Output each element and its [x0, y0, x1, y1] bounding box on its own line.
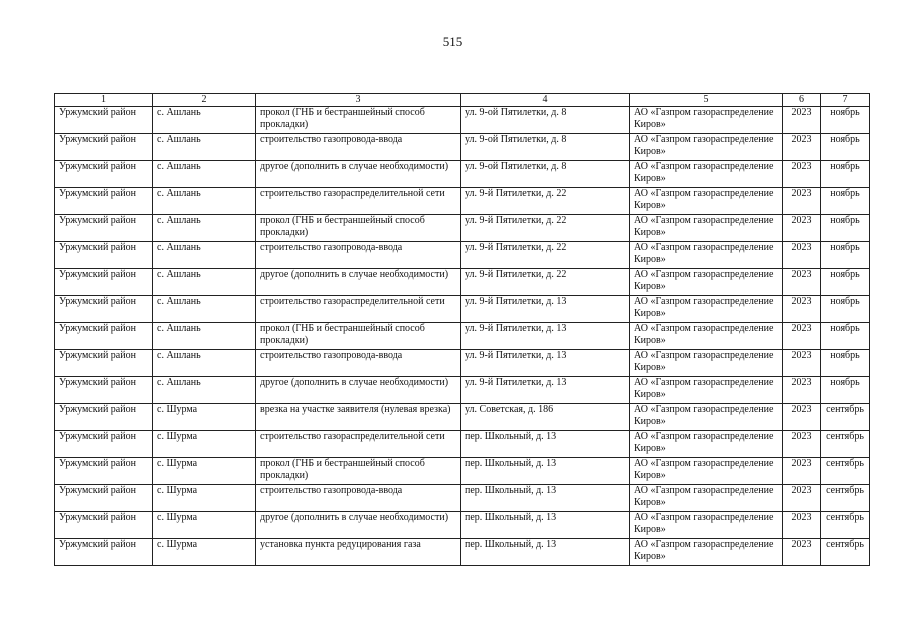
settlement-cell: с. Шурма [153, 512, 256, 539]
year-cell: 2023 [783, 350, 821, 377]
district-cell: Уржумский район [55, 296, 153, 323]
work-type-cell: строительство газопровода-ввода [256, 242, 461, 269]
month-cell: сентябрь [821, 485, 870, 512]
year-cell: 2023 [783, 512, 821, 539]
table-row [55, 188, 870, 215]
work-type-cell: другое (дополнить в случае необходимости) [256, 377, 461, 404]
organization-cell: АО «Газпром газораспределение Киров» [630, 296, 783, 323]
column-header: 2 [153, 94, 256, 107]
district-cell: Уржумский район [55, 134, 153, 161]
work-type-cell: прокол (ГНБ и бестраншейный способ прокладки) [256, 323, 461, 350]
district-cell: Уржумский район [55, 377, 153, 404]
month-cell: сентябрь [821, 404, 870, 431]
work-type-cell: прокол (ГНБ и бестраншейный способ прокладки) [256, 215, 461, 242]
table-row [55, 134, 870, 161]
district-cell: Уржумский район [55, 404, 153, 431]
year-cell: 2023 [783, 485, 821, 512]
settlement-cell: с. Шурма [153, 485, 256, 512]
work-type-cell: другое (дополнить в случае необходимости) [256, 512, 461, 539]
settlement-cell: с. Ашлань [153, 242, 256, 269]
month-cell: сентябрь [821, 458, 870, 485]
work-type-cell: прокол (ГНБ и бестраншейный способ прокладки) [256, 458, 461, 485]
page-number: 515 [442, 34, 463, 49]
year-cell: 2023 [783, 188, 821, 215]
address-cell: ул. 9-ой Пятилетки, д. 8 [461, 107, 630, 134]
month-cell: ноябрь [821, 188, 870, 215]
district-cell: Уржумский район [55, 215, 153, 242]
month-cell: ноябрь [821, 242, 870, 269]
table-row [55, 377, 870, 404]
column-header: 1 [55, 94, 153, 107]
work-type-cell: строительство газораспределительной сети [256, 431, 461, 458]
table-header-row [55, 94, 870, 107]
organization-cell: АО «Газпром газораспределение Киров» [630, 458, 783, 485]
month-cell: ноябрь [821, 107, 870, 134]
year-cell: 2023 [783, 458, 821, 485]
address-cell: ул. 9-ой Пятилетки, д. 8 [461, 161, 630, 188]
year-cell: 2023 [783, 107, 821, 134]
settlement-cell: с. Ашлань [153, 107, 256, 134]
month-cell: сентябрь [821, 539, 870, 566]
address-cell: пер. Школьный, д. 13 [461, 512, 630, 539]
district-cell: Уржумский район [55, 539, 153, 566]
district-cell: Уржумский район [55, 323, 153, 350]
month-cell: ноябрь [821, 269, 870, 296]
address-cell: пер. Школьный, д. 13 [461, 539, 630, 566]
district-cell: Уржумский район [55, 350, 153, 377]
address-cell: ул. 9-й Пятилетки, д. 22 [461, 269, 630, 296]
table-row [55, 431, 870, 458]
year-cell: 2023 [783, 134, 821, 161]
address-cell: ул. 9-й Пятилетки, д. 22 [461, 188, 630, 215]
month-cell: сентябрь [821, 431, 870, 458]
column-header: 4 [461, 94, 630, 107]
month-cell: сентябрь [821, 512, 870, 539]
work-type-cell: установка пункта редуцирования газа [256, 539, 461, 566]
year-cell: 2023 [783, 296, 821, 323]
year-cell: 2023 [783, 323, 821, 350]
organization-cell: АО «Газпром газораспределение Киров» [630, 134, 783, 161]
table-row [55, 350, 870, 377]
district-cell: Уржумский район [55, 269, 153, 296]
year-cell: 2023 [783, 377, 821, 404]
table-row [55, 161, 870, 188]
table-row [55, 296, 870, 323]
settlement-cell: с. Ашлань [153, 161, 256, 188]
work-type-cell: врезка на участке заявителя (нулевая врезка) [256, 404, 461, 431]
column-header: 7 [821, 94, 870, 107]
address-cell: пер. Школьный, д. 13 [461, 431, 630, 458]
organization-cell: АО «Газпром газораспределение Киров» [630, 404, 783, 431]
district-cell: Уржумский район [55, 161, 153, 188]
organization-cell: АО «Газпром газораспределение Киров» [630, 512, 783, 539]
month-cell: ноябрь [821, 350, 870, 377]
work-type-cell: другое (дополнить в случае необходимости) [256, 269, 461, 296]
table-row [55, 242, 870, 269]
table-row [55, 458, 870, 485]
district-cell: Уржумский район [55, 242, 153, 269]
table-row [55, 404, 870, 431]
address-cell: пер. Школьный, д. 13 [461, 458, 630, 485]
month-cell: ноябрь [821, 296, 870, 323]
address-cell: ул. 9-й Пятилетки, д. 13 [461, 296, 630, 323]
month-cell: ноябрь [821, 215, 870, 242]
month-cell: ноябрь [821, 377, 870, 404]
year-cell: 2023 [783, 215, 821, 242]
settlement-cell: с. Шурма [153, 539, 256, 566]
column-header: 5 [630, 94, 783, 107]
settlement-cell: с. Ашлань [153, 350, 256, 377]
work-type-cell: строительство газораспределительной сети [256, 188, 461, 215]
work-type-cell: строительство газопровода-ввода [256, 485, 461, 512]
year-cell: 2023 [783, 161, 821, 188]
organization-cell: АО «Газпром газораспределение Киров» [630, 431, 783, 458]
year-cell: 2023 [783, 269, 821, 296]
month-cell: ноябрь [821, 134, 870, 161]
work-type-cell: строительство газопровода-ввода [256, 134, 461, 161]
organization-cell: АО «Газпром газораспределение Киров» [630, 377, 783, 404]
district-cell: Уржумский район [55, 107, 153, 134]
year-cell: 2023 [783, 242, 821, 269]
month-cell: ноябрь [821, 323, 870, 350]
table-row [55, 512, 870, 539]
address-cell: ул. 9-й Пятилетки, д. 13 [461, 350, 630, 377]
settlement-cell: с. Ашлань [153, 377, 256, 404]
address-cell: ул. 9-й Пятилетки, д. 13 [461, 377, 630, 404]
organization-cell: АО «Газпром газораспределение Киров» [630, 242, 783, 269]
table-body [55, 107, 870, 566]
work-type-cell: строительство газораспределительной сети [256, 296, 461, 323]
work-type-cell: прокол (ГНБ и бестраншейный способ прокладки) [256, 107, 461, 134]
table-row [55, 215, 870, 242]
year-cell: 2023 [783, 431, 821, 458]
settlement-cell: с. Ашлань [153, 215, 256, 242]
settlement-cell: с. Ашлань [153, 296, 256, 323]
settlement-cell: с. Ашлань [153, 134, 256, 161]
district-cell: Уржумский район [55, 458, 153, 485]
address-cell: ул. Советская, д. 186 [461, 404, 630, 431]
year-cell: 2023 [783, 404, 821, 431]
organization-cell: АО «Газпром газораспределение Киров» [630, 215, 783, 242]
address-cell: ул. 9-ой Пятилетки, д. 8 [461, 134, 630, 161]
organization-cell: АО «Газпром газораспределение Киров» [630, 188, 783, 215]
document-table [54, 93, 870, 566]
address-cell: ул. 9-й Пятилетки, д. 22 [461, 242, 630, 269]
district-cell: Уржумский район [55, 431, 153, 458]
month-cell: ноябрь [821, 161, 870, 188]
table-row [55, 539, 870, 566]
organization-cell: АО «Газпром газораспределение Киров» [630, 323, 783, 350]
settlement-cell: с. Ашлань [153, 188, 256, 215]
work-type-cell: строительство газопровода-ввода [256, 350, 461, 377]
organization-cell: АО «Газпром газораспределение Киров» [630, 107, 783, 134]
organization-cell: АО «Газпром газораспределение Киров» [630, 539, 783, 566]
settlement-cell: с. Шурма [153, 458, 256, 485]
table-row [55, 485, 870, 512]
district-cell: Уржумский район [55, 485, 153, 512]
year-cell: 2023 [783, 539, 821, 566]
work-type-cell: другое (дополнить в случае необходимости) [256, 161, 461, 188]
settlement-cell: с. Шурма [153, 431, 256, 458]
address-cell: пер. Школьный, д. 13 [461, 485, 630, 512]
district-cell: Уржумский район [55, 188, 153, 215]
column-header: 6 [783, 94, 821, 107]
table-row [55, 107, 870, 134]
district-cell: Уржумский район [55, 512, 153, 539]
organization-cell: АО «Газпром газораспределение Киров» [630, 350, 783, 377]
settlement-cell: с. Шурма [153, 404, 256, 431]
organization-cell: АО «Газпром газораспределение Киров» [630, 161, 783, 188]
address-cell: ул. 9-й Пятилетки, д. 13 [461, 323, 630, 350]
address-cell: ул. 9-й Пятилетки, д. 22 [461, 215, 630, 242]
column-header: 3 [256, 94, 461, 107]
table-row [55, 269, 870, 296]
organization-cell: АО «Газпром газораспределение Киров» [630, 269, 783, 296]
organization-cell: АО «Газпром газораспределение Киров» [630, 485, 783, 512]
table-row [55, 323, 870, 350]
settlement-cell: с. Ашлань [153, 269, 256, 296]
settlement-cell: с. Ашлань [153, 323, 256, 350]
